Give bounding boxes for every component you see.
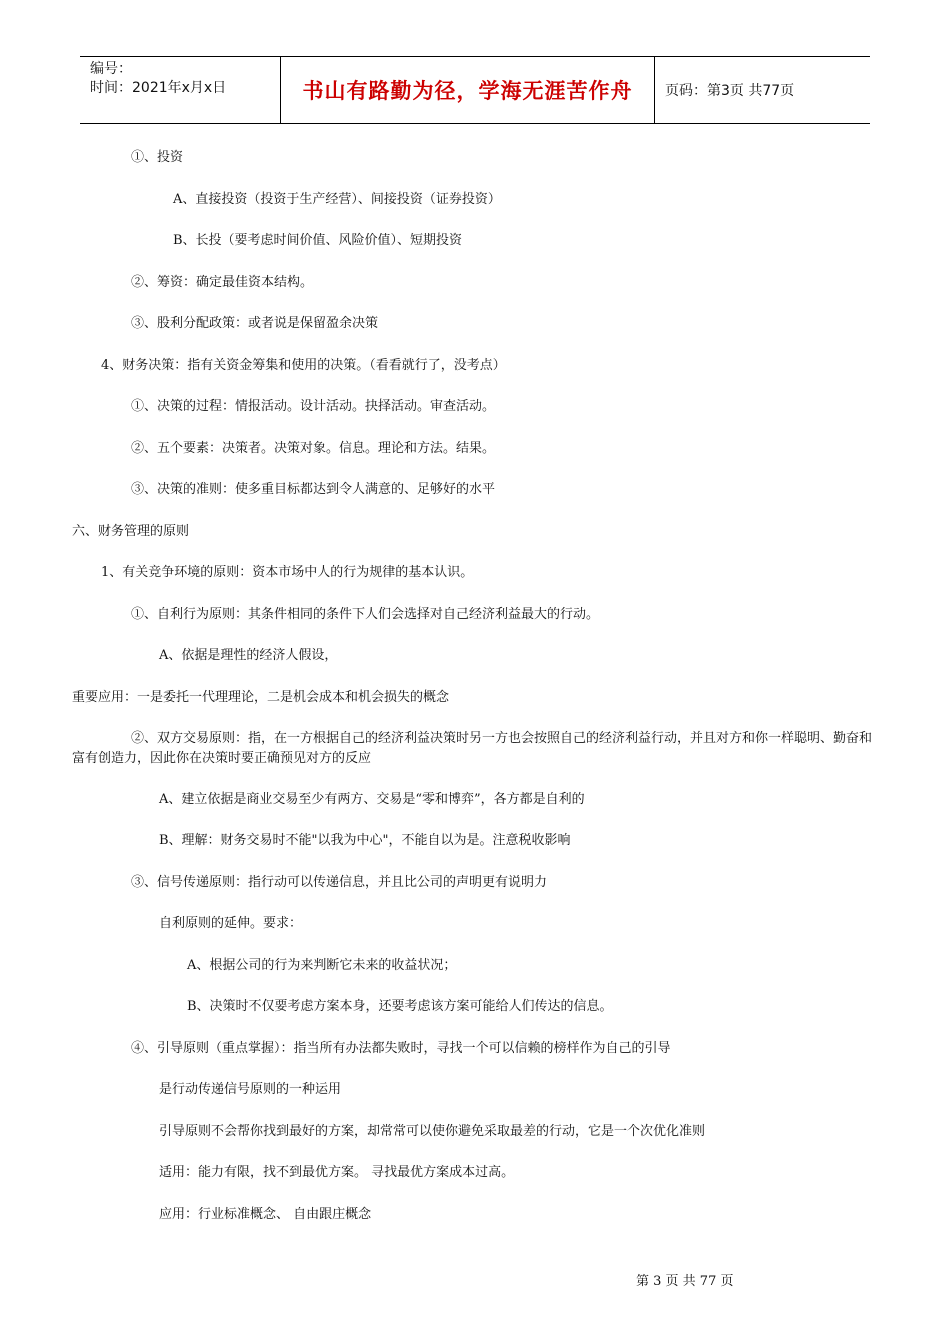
content-line: B、决策时不仅要考虑方案本身，还要考虑该方案可能给人们传达的信息。 [187, 999, 613, 1014]
content-line: 应用：行业标准概念、 自由跟庄概念 [159, 1207, 372, 1222]
content-line: ②、五个要素：决策者。决策对象。信息。理论和方法。结果。 [131, 441, 496, 456]
content-line: B、理解：财务交易时不能"以我为中心"，不能自以为是。注意税收影响 [159, 833, 571, 848]
header-page-info: 页码：第3页 共77页 [665, 83, 795, 99]
content-line: 重要应用：一是委托一代理理论，二是机会成本和机会损失的概念 [72, 690, 450, 705]
content-paragraph: ②、双方交易原则：指，在一方根据自己的经济利益决策时另一方也会按照自己的经济利益行动，并且对方和你一样聪明、勤奋和富有创造力，因此你在决策时要正确预见对方的反应 [72, 731, 873, 766]
content-line: A、直接投资（投资于生产经营）、间接投资（证券投资） [173, 192, 501, 207]
content-line: ③、股利分配政策：或者说是保留盈余决策 [131, 316, 379, 331]
content-line: A、建立依据是商业交易至少有两方、交易是“零和博弈”，各方都是自利的 [159, 792, 585, 807]
document-date-label: 时间：2021年x月x日 [90, 80, 227, 96]
content-line: ②、筹资：确定最佳资本结构。 [131, 275, 314, 290]
content-line: 自利原则的延伸。要求： [159, 916, 303, 931]
content-line: ③、信号传递原则：指行动可以传递信息，并且比公司的声明更有说明力 [131, 875, 548, 890]
content-line: 引导原则不会帮你找到最好的方案，却常常可以使你避免采取最差的行动，它是一个次优化准则 [159, 1124, 706, 1139]
header-meta [80, 57, 281, 123]
content-line: ①、决策的过程：情报活动。设计活动。抉择活动。审查活动。 [131, 399, 496, 414]
document-number-label: 编号： [90, 61, 132, 77]
content-line: 是行动传递信号原则的一种运用 [159, 1082, 342, 1097]
section-heading: 六、财务管理的原则 [72, 524, 190, 539]
header-motto: 书山有路勤为径，学海无涯苦作舟 [281, 57, 655, 123]
content-line: ①、投资 [131, 150, 184, 165]
content-line: ④、引导原则（重点掌握）：指当所有办法都失败时，寻找一个可以信赖的榜样作为自己的引导 [131, 1041, 671, 1056]
content-line: 4、财务决策：指有关资金筹集和使用的决策。（看看就行了，没考点） [101, 358, 506, 373]
content-line: B、长投（要考虑时间价值、风险价值）、短期投资 [173, 233, 463, 248]
page-footer: 第 3 页 共 77 页 [636, 1274, 734, 1289]
content-line: 适用：能力有限，找不到最优方案。 寻找最优方案成本过高。 [159, 1165, 515, 1180]
content-line: ③、决策的准则：使多重目标都达到令人满意的、足够好的水平 [131, 482, 496, 497]
content-line: 1、有关竞争环境的原则：资本市场中人的行为规律的基本认识。 [101, 565, 474, 580]
content-line: A、根据公司的行为来判断它未来的收益状况； [187, 958, 457, 973]
page-header [80, 56, 870, 124]
content-line: ①、自利行为原则：其条件相同的条件下人们会选择对自己经济利益最大的行动。 [131, 607, 600, 622]
content-line: A、依据是理性的经济人假设， [159, 648, 338, 663]
